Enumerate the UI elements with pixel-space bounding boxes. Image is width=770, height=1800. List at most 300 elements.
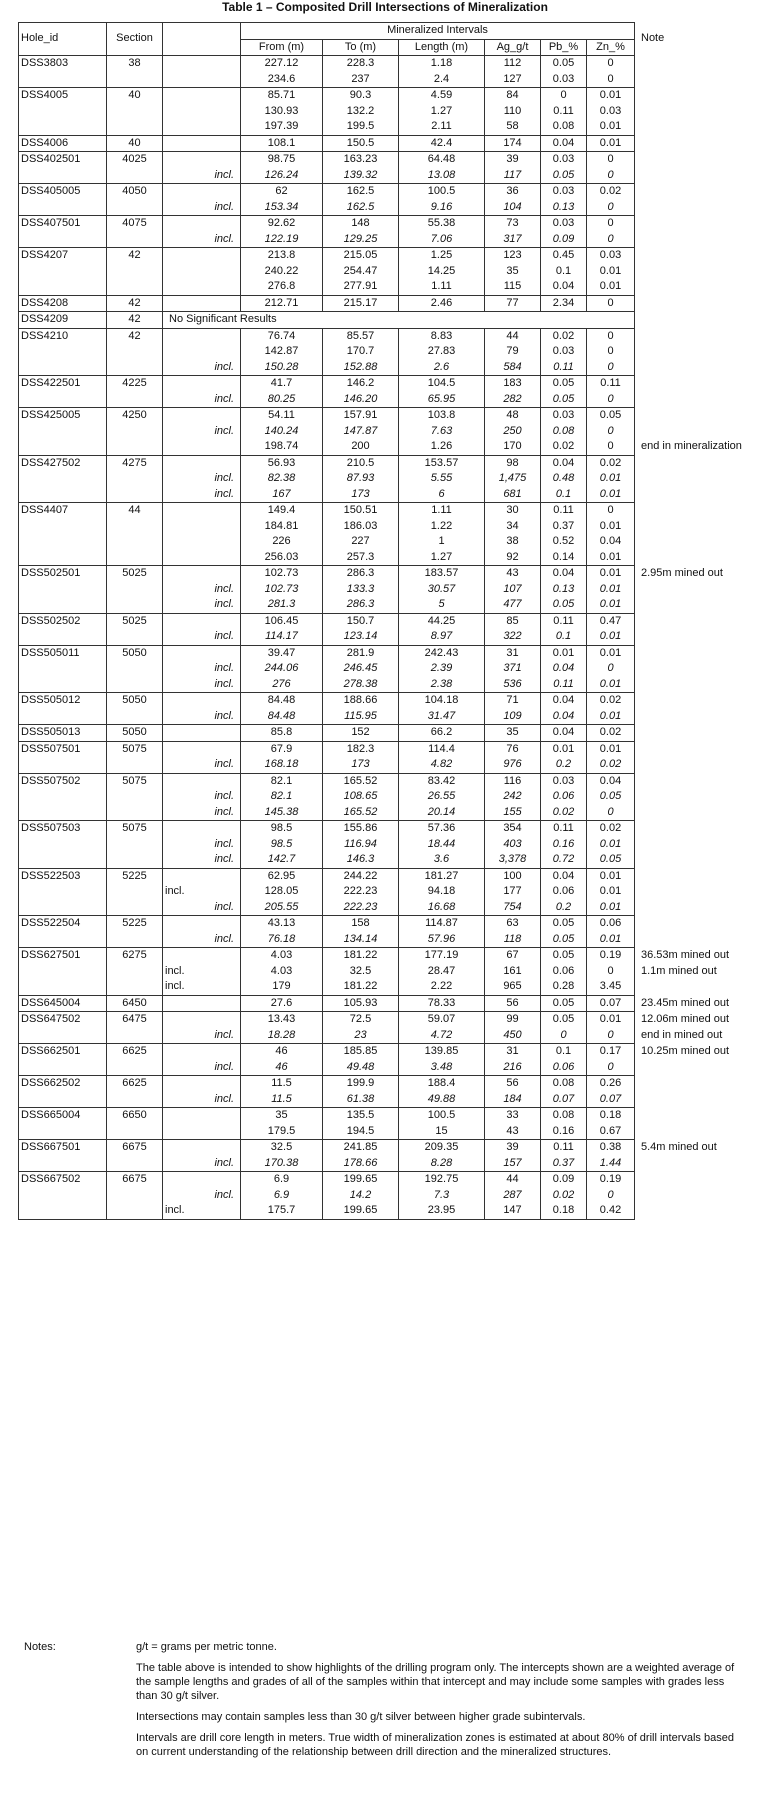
- cell-zn: 0.02: [587, 757, 635, 773]
- cell-hole-id: DSS507503: [19, 821, 107, 837]
- cell-incl-label: incl.: [163, 900, 241, 916]
- cell-ag: 71: [485, 693, 541, 709]
- cell-hole-id: [19, 200, 107, 216]
- cell-zn: 0: [587, 152, 635, 168]
- cell-from: 213.8: [241, 248, 323, 264]
- cell-ag: 1,475: [485, 471, 541, 487]
- cell-pb: 0.1: [541, 487, 587, 503]
- cell-zn: 0: [587, 964, 635, 980]
- cell-zn: 0: [587, 805, 635, 821]
- cell-to: 146.2: [323, 376, 399, 392]
- cell-pb: 0.03: [541, 184, 587, 200]
- cell-hole-id: DSS4006: [19, 135, 107, 152]
- note-item: Intervals are drill core length in meters. True width of mineralization zones is estimated at about 80% of drill intervals based on current understanding of the relationship between drill direction and the mineralized structures.: [136, 1732, 734, 1758]
- cell-from: 276.8: [241, 279, 323, 295]
- cell-from: 149.4: [241, 503, 323, 519]
- cell-pb: 0.48: [541, 471, 587, 487]
- cell-zn: 0.02: [587, 693, 635, 709]
- cell-from: 212.71: [241, 295, 323, 312]
- table-row: [19, 916, 765, 932]
- table-row: [19, 661, 765, 677]
- table-row: [19, 152, 765, 168]
- cell-incl-label: [163, 550, 241, 566]
- cell-note: [635, 852, 765, 868]
- cell-hole-id: DSS405005: [19, 184, 107, 200]
- cell-no-results: No Significant Results: [163, 312, 635, 329]
- cell-hole-id: DSS505013: [19, 725, 107, 742]
- cell-incl-label: [163, 1172, 241, 1188]
- cell-zn: 0.03: [587, 248, 635, 264]
- cell-length: 49.88: [399, 1092, 485, 1108]
- table-row: [19, 995, 765, 1012]
- cell-pb: 0.04: [541, 566, 587, 582]
- cell-length: 114.4: [399, 741, 485, 757]
- cell-from: 27.6: [241, 995, 323, 1012]
- cell-hole-id: [19, 1092, 107, 1108]
- cell-ag: 536: [485, 677, 541, 693]
- cell-to: 148: [323, 216, 399, 232]
- cell-section: [107, 232, 163, 248]
- cell-pb: 0.01: [541, 645, 587, 661]
- cell-hole-id: [19, 168, 107, 184]
- cell-note: [635, 88, 765, 104]
- cell-to: 108.65: [323, 789, 399, 805]
- cell-hole-id: DSS402501: [19, 152, 107, 168]
- cell-incl-label: incl.: [163, 789, 241, 805]
- cell-ag: 123: [485, 248, 541, 264]
- cell-from: 56.93: [241, 455, 323, 471]
- cell-length: 188.4: [399, 1076, 485, 1092]
- table-row: [19, 773, 765, 789]
- cell-from: 126.24: [241, 168, 323, 184]
- header-zn: Zn_%: [587, 39, 635, 56]
- cell-to: 158: [323, 916, 399, 932]
- cell-note: 5.4m mined out: [641, 1140, 717, 1153]
- cell-to: 14.2: [323, 1188, 399, 1204]
- cell-incl-label: incl.: [163, 392, 241, 408]
- cell-ag: 116: [485, 773, 541, 789]
- cell-from: 122.19: [241, 232, 323, 248]
- cell-to: 277.91: [323, 279, 399, 295]
- cell-note: [635, 900, 765, 916]
- cell-hole-id: [19, 677, 107, 693]
- cell-ag: 184: [485, 1092, 541, 1108]
- cell-note: [635, 344, 765, 360]
- table-row: [19, 1203, 765, 1219]
- cell-length: 55.38: [399, 216, 485, 232]
- cell-ag: 84: [485, 88, 541, 104]
- cell-note: [635, 837, 765, 853]
- table-row: [19, 439, 765, 455]
- cell-section: 5225: [107, 916, 163, 932]
- cell-to: 181.22: [323, 979, 399, 995]
- cell-note: [635, 725, 765, 742]
- cell-from: 276: [241, 677, 323, 693]
- cell-ag: 183: [485, 376, 541, 392]
- cell-hole-id: DSS4208: [19, 295, 107, 312]
- cell-length: 103.8: [399, 408, 485, 424]
- cell-note: [635, 248, 765, 264]
- cell-to: 115.95: [323, 709, 399, 725]
- table-row: [19, 1140, 765, 1156]
- cell-section: [107, 979, 163, 995]
- cell-note: [635, 550, 765, 566]
- cell-pb: 0.45: [541, 248, 587, 264]
- cell-from: 6.9: [241, 1188, 323, 1204]
- cell-length: 5.55: [399, 471, 485, 487]
- cell-zn: 0.01: [587, 597, 635, 613]
- cell-note: [635, 135, 765, 152]
- cell-section: [107, 789, 163, 805]
- cell-pb: 0.2: [541, 900, 587, 916]
- cell-incl-label: [163, 1076, 241, 1092]
- cell-pb: 0.11: [541, 503, 587, 519]
- cell-incl-label: incl.: [163, 677, 241, 693]
- cell-zn: 0: [587, 392, 635, 408]
- cell-from: 240.22: [241, 264, 323, 280]
- cell-incl-label: [163, 566, 241, 582]
- cell-to: 178.66: [323, 1156, 399, 1172]
- cell-note: [635, 392, 765, 408]
- cell-zn: 0.01: [587, 900, 635, 916]
- cell-note: [635, 741, 765, 757]
- cell-incl-label: [163, 645, 241, 661]
- cell-note: [635, 119, 765, 135]
- cell-incl-label: [163, 821, 241, 837]
- cell-to: 246.45: [323, 661, 399, 677]
- cell-pb: 0.09: [541, 1172, 587, 1188]
- cell-length: 1.22: [399, 519, 485, 535]
- cell-note: [635, 709, 765, 725]
- cell-ag: 157: [485, 1156, 541, 1172]
- cell-ag: 107: [485, 582, 541, 598]
- cell-pb: 0.04: [541, 725, 587, 742]
- cell-section: [107, 264, 163, 280]
- table-row: [19, 884, 765, 900]
- cell-section: [107, 1060, 163, 1076]
- cell-from: 179: [241, 979, 323, 995]
- cell-hole-id: [19, 1203, 107, 1219]
- cell-section: [107, 360, 163, 376]
- cell-note: 10.25m mined out: [641, 1044, 730, 1057]
- cell-from: 11.5: [241, 1092, 323, 1108]
- cell-pb: 0.37: [541, 519, 587, 535]
- cell-from: 142.87: [241, 344, 323, 360]
- cell-zn: 0: [587, 360, 635, 376]
- cell-note: [635, 613, 765, 629]
- cell-zn: 0.01: [587, 566, 635, 582]
- header-mineralized-intervals: Mineralized Intervals: [241, 23, 635, 40]
- cell-ag: 117: [485, 168, 541, 184]
- cell-zn: 3.45: [587, 979, 635, 995]
- table-row: [19, 232, 765, 248]
- cell-zn: 0.02: [587, 455, 635, 471]
- cell-pb: 0.05: [541, 56, 587, 72]
- cell-length: 64.48: [399, 152, 485, 168]
- cell-section: 40: [107, 88, 163, 104]
- cell-section: [107, 677, 163, 693]
- cell-length: 1.11: [399, 503, 485, 519]
- cell-zn: 0.07: [587, 1092, 635, 1108]
- cell-incl-label: [163, 56, 241, 72]
- cell-section: 42: [107, 312, 163, 329]
- cell-length: 2.22: [399, 979, 485, 995]
- cell-section: [107, 168, 163, 184]
- cell-incl-label: incl.: [163, 1092, 241, 1108]
- cell-zn: 0.42: [587, 1203, 635, 1219]
- cell-section: [107, 852, 163, 868]
- cell-length: 28.47: [399, 964, 485, 980]
- cell-section: 5225: [107, 868, 163, 884]
- cell-to: 257.3: [323, 550, 399, 566]
- cell-from: 4.03: [241, 964, 323, 980]
- cell-hole-id: [19, 360, 107, 376]
- cell-ag: 170: [485, 439, 541, 455]
- cell-zn: 0.67: [587, 1124, 635, 1140]
- cell-incl-label: [163, 376, 241, 392]
- cell-ag: 33: [485, 1108, 541, 1124]
- cell-from: 108.1: [241, 135, 323, 152]
- cell-to: 135.5: [323, 1108, 399, 1124]
- table-row: [19, 852, 765, 868]
- cell-ag: 450: [485, 1028, 541, 1044]
- cell-section: 6625: [107, 1044, 163, 1060]
- table-title: Table 1 – Composited Drill Intersections of Mineralization: [222, 0, 548, 14]
- cell-from: 85.8: [241, 725, 323, 742]
- cell-zn: 0.01: [587, 519, 635, 535]
- cell-incl-label: incl.: [163, 757, 241, 773]
- cell-incl-label: [163, 344, 241, 360]
- cell-from: 205.55: [241, 900, 323, 916]
- cell-ag: 118: [485, 932, 541, 948]
- cell-note: 12.06m mined out: [641, 1012, 730, 1025]
- table-row: [19, 821, 765, 837]
- cell-pb: 0.05: [541, 932, 587, 948]
- cell-from: 18.28: [241, 1028, 323, 1044]
- cell-incl-label: [163, 439, 241, 455]
- cell-hole-id: DSS4005: [19, 88, 107, 104]
- cell-from: 54.11: [241, 408, 323, 424]
- cell-ag: 147: [485, 1203, 541, 1219]
- cell-section: [107, 964, 163, 980]
- table-row: [19, 645, 765, 661]
- cell-incl-label: [163, 295, 241, 312]
- table-row: [19, 104, 765, 120]
- cell-to: 129.25: [323, 232, 399, 248]
- table-row: [19, 597, 765, 613]
- table-row: [19, 1076, 765, 1092]
- cell-hole-id: [19, 1124, 107, 1140]
- cell-zn: 0: [587, 216, 635, 232]
- cell-ag: 104: [485, 200, 541, 216]
- cell-pb: 0.08: [541, 119, 587, 135]
- cell-to: 173: [323, 757, 399, 773]
- cell-zn: 0.02: [587, 184, 635, 200]
- cell-from: 84.48: [241, 709, 323, 725]
- table-row: [19, 868, 765, 884]
- cell-note: 23.45m mined out: [641, 996, 730, 1009]
- cell-note: [635, 629, 765, 645]
- cell-length: 114.87: [399, 916, 485, 932]
- cell-ag: 109: [485, 709, 541, 725]
- header-ag: Ag_g/t: [485, 39, 541, 56]
- cell-pb: 0.11: [541, 677, 587, 693]
- cell-zn: 0.04: [587, 534, 635, 550]
- cell-hole-id: [19, 932, 107, 948]
- table-row: [19, 1044, 765, 1060]
- cell-to: 199.65: [323, 1172, 399, 1188]
- cell-length: 4.72: [399, 1028, 485, 1044]
- cell-ag: 35: [485, 264, 541, 280]
- cell-ag: 98: [485, 455, 541, 471]
- cell-incl-label: [163, 1108, 241, 1124]
- cell-from: 167: [241, 487, 323, 503]
- cell-incl-label: [163, 216, 241, 232]
- cell-to: 150.51: [323, 503, 399, 519]
- cell-hole-id: [19, 709, 107, 725]
- cell-incl-label: incl.: [163, 582, 241, 598]
- cell-section: [107, 837, 163, 853]
- cell-from: 98.75: [241, 152, 323, 168]
- cell-section: 5075: [107, 741, 163, 757]
- cell-section: [107, 392, 163, 408]
- cell-zn: 0.03: [587, 104, 635, 120]
- cell-note: [635, 534, 765, 550]
- cell-section: [107, 932, 163, 948]
- cell-from: 39.47: [241, 645, 323, 661]
- cell-pb: 0.08: [541, 1108, 587, 1124]
- cell-zn: 0.02: [587, 725, 635, 742]
- cell-incl-label: [163, 104, 241, 120]
- cell-to: 61.38: [323, 1092, 399, 1108]
- cell-incl-label: [163, 916, 241, 932]
- cell-from: 234.6: [241, 72, 323, 88]
- cell-from: 175.7: [241, 1203, 323, 1219]
- cell-length: 104.18: [399, 693, 485, 709]
- table-row: [19, 119, 765, 135]
- cell-hole-id: DSS665004: [19, 1108, 107, 1124]
- cell-pb: 0.1: [541, 1044, 587, 1060]
- cell-note: [635, 1124, 765, 1140]
- cell-note: [635, 979, 765, 995]
- cell-ag: 403: [485, 837, 541, 853]
- cell-note: [635, 645, 765, 661]
- cell-section: 6275: [107, 948, 163, 964]
- cell-length: 7.06: [399, 232, 485, 248]
- cell-length: 2.46: [399, 295, 485, 312]
- cell-zn: 0: [587, 344, 635, 360]
- cell-length: 57.96: [399, 932, 485, 948]
- cell-zn: 0.01: [587, 279, 635, 295]
- cell-zn: 0.01: [587, 119, 635, 135]
- cell-pb: 0.02: [541, 805, 587, 821]
- cell-zn: 0: [587, 200, 635, 216]
- cell-from: 168.18: [241, 757, 323, 773]
- table-row: [19, 295, 765, 312]
- cell-length: 100.5: [399, 184, 485, 200]
- cell-to: 90.3: [323, 88, 399, 104]
- cell-length: 78.33: [399, 995, 485, 1012]
- cell-hole-id: DSS4209: [19, 312, 107, 329]
- cell-incl-label: incl.: [163, 661, 241, 677]
- cell-to: 150.5: [323, 135, 399, 152]
- cell-hole-id: [19, 805, 107, 821]
- cell-incl-label: incl.: [163, 424, 241, 440]
- cell-section: [107, 200, 163, 216]
- cell-ag: 36: [485, 184, 541, 200]
- cell-from: 6.9: [241, 1172, 323, 1188]
- cell-to: 244.22: [323, 868, 399, 884]
- cell-from: 46: [241, 1044, 323, 1060]
- cell-zn: 0.05: [587, 408, 635, 424]
- cell-length: 83.42: [399, 773, 485, 789]
- cell-zn: 0: [587, 1028, 635, 1044]
- cell-from: 11.5: [241, 1076, 323, 1092]
- cell-to: 237: [323, 72, 399, 88]
- cell-section: [107, 1124, 163, 1140]
- cell-pb: 0.18: [541, 1203, 587, 1219]
- cell-pb: 0.06: [541, 884, 587, 900]
- cell-hole-id: [19, 1156, 107, 1172]
- cell-to: 146.3: [323, 852, 399, 868]
- cell-incl-label: [163, 995, 241, 1012]
- cell-ag: 44: [485, 1172, 541, 1188]
- cell-zn: 0.01: [587, 487, 635, 503]
- cell-ag: 76: [485, 741, 541, 757]
- cell-length: 3.6: [399, 852, 485, 868]
- cell-ag: 322: [485, 629, 541, 645]
- cell-note: [635, 503, 765, 519]
- cell-to: 165.52: [323, 805, 399, 821]
- table-row: [19, 534, 765, 550]
- cell-zn: 0: [587, 56, 635, 72]
- cell-incl-label: [163, 152, 241, 168]
- table-row: [19, 837, 765, 853]
- cell-length: 7.3: [399, 1188, 485, 1204]
- cell-length: 139.85: [399, 1044, 485, 1060]
- cell-section: [107, 344, 163, 360]
- cell-zn: 0.19: [587, 948, 635, 964]
- cell-ag: 177: [485, 884, 541, 900]
- cell-zn: 0: [587, 72, 635, 88]
- cell-incl-label: [163, 72, 241, 88]
- cell-incl-label: [163, 1140, 241, 1156]
- cell-pb: 0.2: [541, 757, 587, 773]
- cell-from: 197.39: [241, 119, 323, 135]
- cell-note: [635, 487, 765, 503]
- table-row: [19, 168, 765, 184]
- cell-hole-id: [19, 661, 107, 677]
- cell-ag: 56: [485, 995, 541, 1012]
- cell-section: 38: [107, 56, 163, 72]
- cell-to: 200: [323, 439, 399, 455]
- cell-incl-label: [163, 328, 241, 344]
- cell-zn: 0.01: [587, 471, 635, 487]
- table-row: [19, 566, 765, 582]
- cell-from: 82.1: [241, 789, 323, 805]
- cell-incl-label: incl.: [163, 232, 241, 248]
- cell-zn: 0.01: [587, 741, 635, 757]
- cell-zn: 0.01: [587, 645, 635, 661]
- cell-length: 5: [399, 597, 485, 613]
- cell-ag: 115: [485, 279, 541, 295]
- cell-incl-label: [163, 264, 241, 280]
- table-row: [19, 1124, 765, 1140]
- cell-hole-id: [19, 597, 107, 613]
- cell-ag: 216: [485, 1060, 541, 1076]
- cell-note: [635, 232, 765, 248]
- cell-note: 1.1m mined out: [641, 964, 717, 977]
